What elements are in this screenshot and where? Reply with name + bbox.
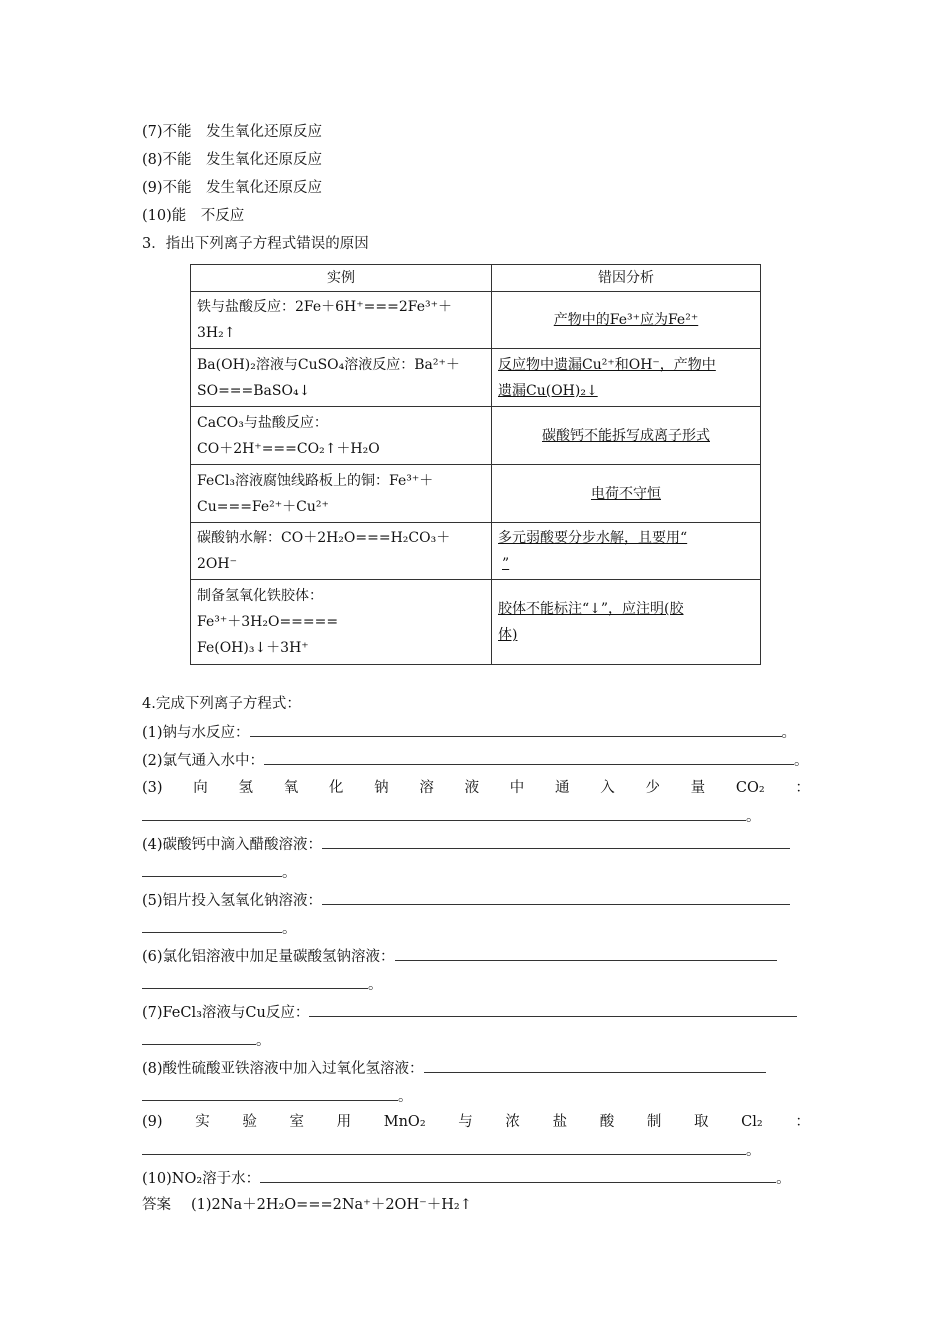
answer-blank[interactable] xyxy=(142,917,282,933)
q4-item-9-cont xyxy=(142,1139,761,1161)
example-cell xyxy=(191,580,492,665)
q4-item-9 xyxy=(142,1111,810,1133)
spread-token: 验 xyxy=(242,1114,257,1130)
spread-token: CO₂ xyxy=(735,780,765,796)
item-label: (5)铝片投入氢氧化钠溶液： xyxy=(142,893,323,909)
reason-line: 反应物中遗漏Cu²⁺和OH⁻，产物中 xyxy=(498,356,716,373)
answer-blank[interactable] xyxy=(142,973,368,989)
q4-item-7 xyxy=(142,1001,797,1023)
prev-answer-8: (8)不能 发生氧化还原反应 xyxy=(142,152,323,168)
q4-item-4 xyxy=(142,833,790,855)
example-line: Cu===Fe²⁺＋Cu²⁺ xyxy=(197,498,329,515)
reason-line: 多元弱酸要分步水解，且要用“ xyxy=(498,530,688,546)
example-cell xyxy=(191,523,492,580)
answer-blank[interactable] xyxy=(250,721,782,737)
q4-item-2 xyxy=(142,749,809,771)
spread-token: 液 xyxy=(464,780,480,796)
period: 。 xyxy=(776,1171,791,1187)
answer-blank[interactable] xyxy=(395,945,777,961)
reason-cell xyxy=(492,349,761,407)
example-line: 碳酸钠水解：CO＋2H₂O===H₂CO₃＋2OH⁻ xyxy=(197,530,451,572)
reason-cell xyxy=(492,580,761,665)
example-cell xyxy=(191,349,492,407)
q4-item-8 xyxy=(142,1057,766,1079)
answer-text: (1)2Na＋2H₂O===2Na⁺＋2OH⁻＋H₂↑ xyxy=(191,1197,472,1213)
period: 。 xyxy=(746,809,761,825)
period: 。 xyxy=(256,1033,271,1049)
item-label: (1)钠与水反应： xyxy=(142,725,250,741)
spread-token: 氢 xyxy=(238,780,253,796)
reason-line: ” xyxy=(502,556,510,572)
q4-item-4-cont xyxy=(142,861,297,883)
table-row xyxy=(191,465,761,523)
answer-label: 答案 xyxy=(142,1197,171,1213)
reason-cell xyxy=(492,523,761,580)
example-line: CO＋2H⁺===CO₂↑＋H₂O xyxy=(197,440,380,457)
q3-title: 3．指出下列离子方程式错误的原因 xyxy=(142,236,369,252)
spread-token: 用 xyxy=(336,1114,352,1130)
reason-line: 体) xyxy=(498,627,518,643)
example-line: Fe(OH)₃↓＋3H⁺ xyxy=(197,640,309,656)
answer-blank[interactable] xyxy=(142,861,282,877)
spread-token: 酸 xyxy=(599,1114,615,1130)
reason-line: 产物中的Fe³⁺应为Fe²⁺ xyxy=(553,312,699,328)
period: 。 xyxy=(781,725,797,741)
example-cell xyxy=(191,292,492,349)
reason-cell xyxy=(492,465,761,523)
answer-blank[interactable] xyxy=(142,1139,746,1155)
table-row xyxy=(191,580,761,665)
example-cell xyxy=(191,465,492,523)
spread-token: 通 xyxy=(555,780,570,796)
answer-blank[interactable] xyxy=(142,1085,398,1101)
spread-token: Cl₂ xyxy=(741,1114,763,1130)
example-line: Ba(OH)₂溶液与CuSO₄溶液反应：Ba²⁺＋ xyxy=(197,356,460,373)
q4-item-6 xyxy=(142,945,777,967)
header-example: 实例 xyxy=(191,265,492,292)
example-line: 铁与盐酸反应：2Fe＋6H⁺===2Fe³⁺＋ xyxy=(197,299,452,315)
table-row xyxy=(191,349,761,407)
period: 。 xyxy=(282,921,297,937)
header-reason: 错因分析 xyxy=(492,265,761,292)
example-line: 制备氢氧化铁胶体： xyxy=(197,588,323,604)
spread-token: 盐 xyxy=(552,1114,568,1130)
answer-blank[interactable] xyxy=(260,1167,776,1183)
answer-blank[interactable] xyxy=(264,749,794,765)
answer-line xyxy=(142,1194,472,1216)
spread-token: 浓 xyxy=(505,1114,520,1130)
q4-item-8-cont xyxy=(142,1085,413,1107)
answer-blank[interactable] xyxy=(142,805,746,821)
q4-item-3 xyxy=(142,777,810,799)
answer-blank[interactable] xyxy=(322,833,790,849)
table-header-row xyxy=(191,265,761,292)
answer-blank[interactable] xyxy=(322,889,790,905)
answer-blank[interactable] xyxy=(424,1057,766,1073)
spread-token: 室 xyxy=(289,1114,304,1130)
spread-token: 入 xyxy=(600,780,615,796)
spread-token: ： xyxy=(795,1114,810,1130)
spread-token: 量 xyxy=(690,780,706,796)
error-analysis-table xyxy=(190,264,761,665)
spread-token: 少 xyxy=(645,780,660,796)
q4-item-5-cont xyxy=(142,917,297,939)
q4-item-10 xyxy=(142,1167,791,1189)
table-row xyxy=(191,407,761,465)
period: 。 xyxy=(398,1089,413,1105)
example-line: 3H₂↑ xyxy=(197,325,236,341)
item-label: (6)氯化铝溶液中加足量碳酸氢钠溶液： xyxy=(142,949,395,965)
spread-token: ： xyxy=(795,780,810,796)
example-cell xyxy=(191,407,492,465)
reason-line: 胶体不能标注“↓”，应注明(胶 xyxy=(498,601,684,617)
item-label: (4)碳酸钙中滴入醋酸溶液： xyxy=(142,837,323,853)
spread-token: 取 xyxy=(693,1114,709,1130)
spread-token: 溶 xyxy=(419,780,434,796)
period: 。 xyxy=(746,1143,761,1159)
spread-token: 钠 xyxy=(374,780,389,796)
reason-cell xyxy=(492,292,761,349)
table-row xyxy=(191,523,761,580)
prev-answer-9: (9)不能 发生氧化还原反应 xyxy=(142,180,323,196)
spread-token: MnO₂ xyxy=(383,1114,426,1130)
spread-token: 中 xyxy=(509,780,525,796)
spread-token: (9) xyxy=(142,1114,163,1130)
spread-token: 向 xyxy=(193,780,208,796)
example-line: FeCl₃溶液腐蚀线路板上的铜：Fe³⁺＋ xyxy=(197,472,434,489)
answer-blank[interactable] xyxy=(142,1029,256,1045)
spread-token: (3) xyxy=(142,780,163,796)
spread-token: 实 xyxy=(195,1114,210,1130)
spread-token: 氧 xyxy=(283,780,299,796)
reason-line: 碳酸钙不能拆写成离子形式 xyxy=(542,427,710,444)
q4-item-7-cont xyxy=(142,1029,271,1051)
prev-answer-10: (10)能 不反应 xyxy=(142,208,245,224)
spread-token: 化 xyxy=(328,780,344,796)
example-line: Fe³⁺＋3H₂O===== xyxy=(197,614,339,630)
q4-title: 4.完成下列离子方程式： xyxy=(142,696,301,712)
q4-item-5 xyxy=(142,889,790,911)
example-line: SO===BaSO₄↓ xyxy=(197,382,311,399)
item-label: (10)NO₂溶于水： xyxy=(142,1171,261,1187)
reason-line: 遗漏Cu(OH)₂↓ xyxy=(498,382,598,399)
q4-item-6-cont xyxy=(142,973,383,995)
prev-answer-7: (7)不能 发生氧化还原反应 xyxy=(142,124,323,140)
spread-token: 与 xyxy=(458,1114,473,1130)
spread-token: 制 xyxy=(646,1114,662,1130)
period: 。 xyxy=(368,977,383,993)
q4-item-3-cont xyxy=(142,805,761,827)
item-label: (2)氯气通入水中： xyxy=(142,753,265,769)
period: 。 xyxy=(794,753,809,769)
table-row xyxy=(191,292,761,349)
period: 。 xyxy=(282,865,297,881)
answer-blank[interactable] xyxy=(309,1001,797,1017)
item-label: (8)酸性硫酸亚铁溶液中加入过氧化氢溶液： xyxy=(142,1061,424,1077)
reason-line: 电荷不守恒 xyxy=(591,485,661,502)
q4-item-1 xyxy=(142,721,796,743)
item-label: (7)FeCl₃溶液与Cu反应： xyxy=(142,1005,310,1021)
reason-cell xyxy=(492,407,761,465)
example-line: CaCO₃与盐酸反应： xyxy=(197,414,328,431)
